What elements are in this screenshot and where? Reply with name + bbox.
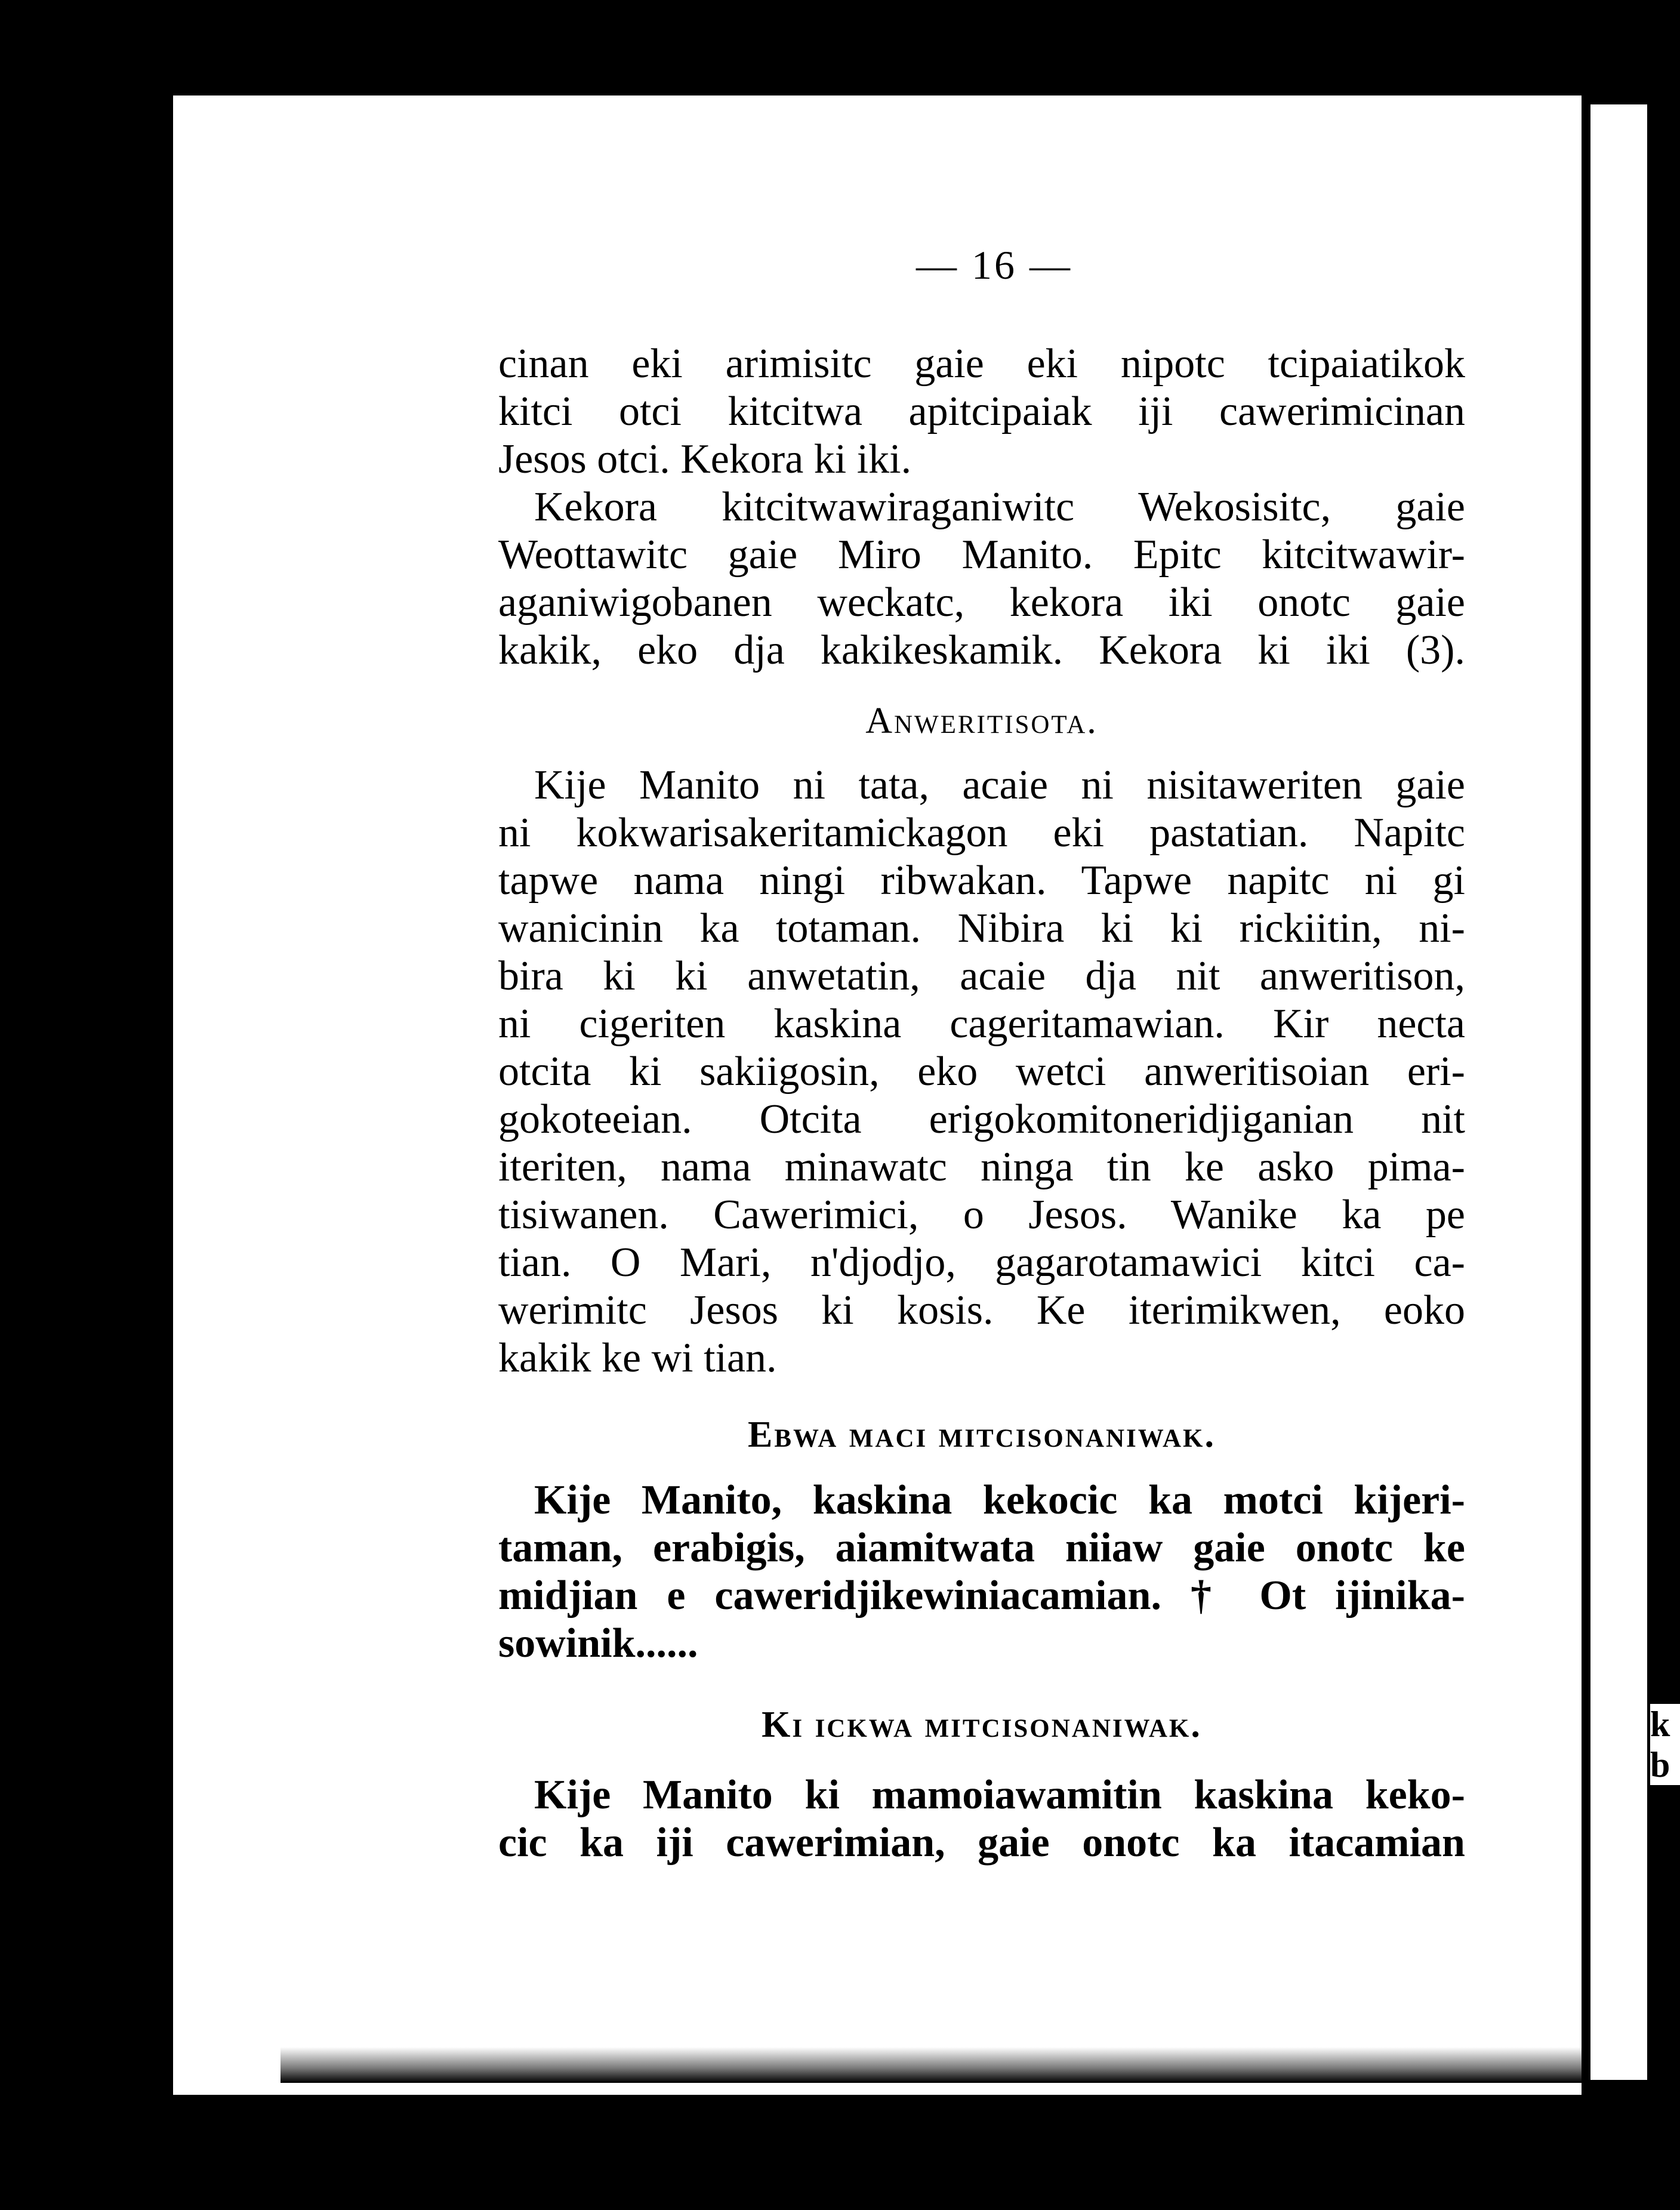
text-line: cic ka iji cawerimian, gaie onotc ka itacamian bbox=[498, 1820, 1465, 1866]
text-line: kakik ke wi tian. bbox=[498, 1335, 777, 1381]
text-line: sowinik...... bbox=[498, 1620, 698, 1666]
section-heading: Ki ickwa mitcisonaniwak. bbox=[762, 1704, 1202, 1745]
text-line: Jesos otci. Kekora ki iki. bbox=[498, 436, 912, 482]
text-line: Weottawitc gaie Miro Manito. Epitc kitcitwawir- bbox=[498, 532, 1465, 578]
text-line: gokoteeian. Otcita erigokomitoneridjiganian nit bbox=[498, 1096, 1465, 1142]
fragment-letter: k bbox=[1650, 1704, 1670, 1744]
text-line: midjian e caweridjikewiniacamian. † Ot ijinika- bbox=[498, 1573, 1465, 1619]
text-line: kitci otci kitcitwa apitcipaiak iji cawerimicinan bbox=[498, 389, 1465, 434]
page-bottom-shadow bbox=[280, 2047, 1582, 2083]
text-line: tapwe nama ningi ribwakan. Tapwe napitc ni gi bbox=[498, 858, 1465, 904]
text-line: wanicinin ka totaman. Nibira ki ki rickiitin, ni- bbox=[498, 905, 1465, 951]
fragment-letter: b bbox=[1650, 1745, 1670, 1784]
text-line: tian. O Mari, n'djodjo, gagarotamawici kitci ca- bbox=[498, 1240, 1465, 1286]
text-line: aganiwigobanen weckatc, kekora iki onotc gaie bbox=[498, 580, 1465, 625]
section-heading: Anweritisota. bbox=[865, 701, 1098, 741]
text-line: werimitc Jesos ki kosis. Ke iterimikwen, eoko bbox=[498, 1287, 1465, 1333]
text-line: Kije Manito ni tata, acaie ni nisitaweriten gaie bbox=[534, 762, 1465, 808]
page-text bbox=[498, 239, 1465, 1867]
paragraph-doxology bbox=[498, 483, 1465, 674]
paragraph-after-mass bbox=[498, 1771, 1465, 1867]
text-line: bira ki ki anwetatin, acaie dja nit anweritison, bbox=[498, 953, 1465, 999]
text-line: ni kokwarisakeritamickagon eki pastatian. Napitc bbox=[498, 810, 1465, 856]
facing-page-fragment bbox=[1650, 1704, 1680, 1785]
text-line: cinan eki arimisitc gaie eki nipotc tcipaiatikok bbox=[498, 341, 1465, 387]
paragraph-confession bbox=[498, 762, 1465, 1382]
facing-page-edge bbox=[1590, 104, 1647, 2080]
paragraph-continuation bbox=[498, 340, 1465, 483]
text-line: Kekora kitcitwawiraganiwitc Wekosisitc, gaie bbox=[534, 484, 1465, 530]
text-line: ni cigeriten kaskina cageritamawian. Kir necta bbox=[498, 1001, 1465, 1047]
text-line: taman, erabigis, aiamitwata niiaw gaie onotc ke bbox=[498, 1525, 1465, 1571]
text-line: otcita ki sakiigosin, eko wetci anweritisoian eri- bbox=[498, 1049, 1465, 1095]
text-line: kakik, eko dja kakikeskamik. Kekora ki iki (3). bbox=[498, 627, 1465, 673]
section-heading: Ebwa maci mitcisonaniwak. bbox=[747, 1414, 1216, 1455]
text-line: Kije Manito, kaskina kekocic ka motci kijeri- bbox=[534, 1477, 1465, 1523]
text-line: Kije Manito ki mamoiawamitin kaskina keko- bbox=[534, 1772, 1465, 1818]
page-number: — 16 — bbox=[916, 242, 1072, 288]
text-line: iteriten, nama minawatc ninga tin ke asko pima- bbox=[498, 1144, 1465, 1190]
text-line: tisiwanen. Cawerimici, o Jesos. Wanike ka pe bbox=[498, 1192, 1465, 1238]
paragraph-before-mass bbox=[498, 1477, 1465, 1667]
